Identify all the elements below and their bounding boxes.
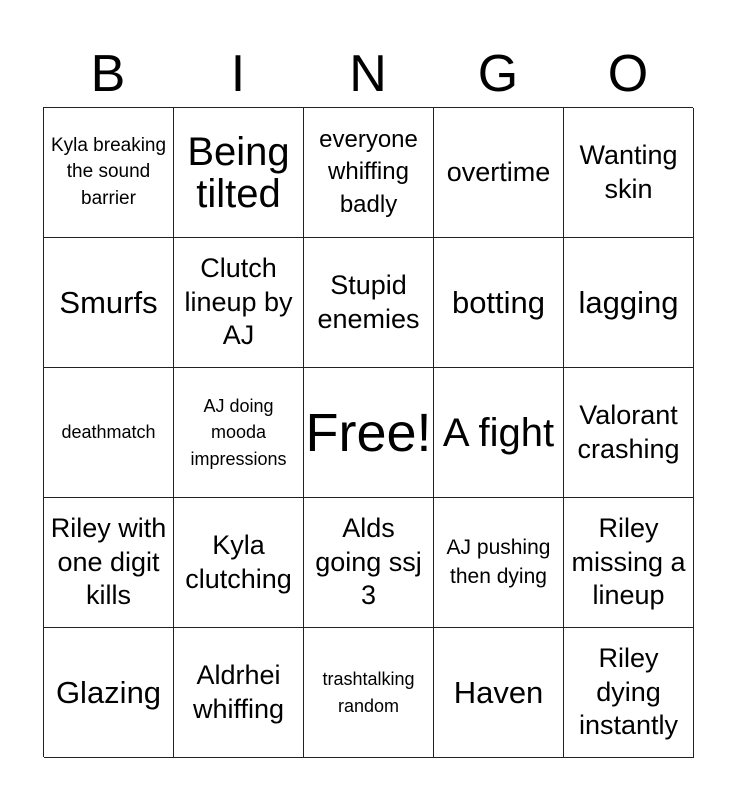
bingo-cell-text: Kyla clutching: [185, 529, 292, 594]
bingo-cell[interactable]: [174, 628, 304, 758]
bingo-cell[interactable]: [174, 238, 304, 368]
bingo-cell-text: everyone whiffing badly: [319, 125, 418, 218]
bingo-free-space[interactable]: [304, 368, 434, 498]
header-letter-b: B: [90, 45, 126, 103]
header-letter-g: G: [477, 45, 519, 103]
bingo-cell-text: Valorant crashing: [577, 399, 680, 464]
bingo-cell[interactable]: [44, 238, 174, 368]
bingo-cell-text: Riley dying instantly: [578, 642, 679, 741]
bingo-cell-text: Smurfs: [59, 284, 158, 320]
bingo-cell-text: Riley with one digit kills: [50, 512, 167, 611]
bingo-cell-text: AJ doing mooda impressions: [190, 396, 287, 469]
bingo-cell-text: Kyla breaking the sound barrier: [50, 134, 167, 209]
bingo-cell[interactable]: [564, 628, 694, 758]
header-letter-n: N: [349, 45, 387, 103]
header-letter-o: O: [607, 45, 649, 103]
bingo-cell[interactable]: [304, 498, 434, 628]
bingo-cell-text: botting: [451, 284, 546, 320]
bingo-cell-text: Haven: [453, 674, 544, 710]
bingo-cell[interactable]: [434, 498, 564, 628]
bingo-cell-text: deathmatch: [61, 422, 156, 443]
bingo-cell[interactable]: [564, 368, 694, 498]
bingo-cell-text: overtime: [446, 156, 551, 187]
bingo-cell[interactable]: [174, 498, 304, 628]
bingo-cell-text: Free!: [305, 402, 432, 463]
bingo-cell[interactable]: [564, 108, 694, 238]
bingo-cell-text: trashtalking random: [322, 669, 415, 716]
bingo-cell-text: Clutch lineup by AJ: [184, 252, 293, 351]
bingo-header: [43, 42, 693, 106]
bingo-cell-text: AJ pushing then dying: [446, 535, 551, 588]
bingo-cell[interactable]: [44, 628, 174, 758]
bingo-cell[interactable]: [174, 368, 304, 498]
bingo-cell[interactable]: [564, 498, 694, 628]
bingo-cell[interactable]: [304, 238, 434, 368]
bingo-cell[interactable]: [304, 628, 434, 758]
bingo-cell-text: Wanting skin: [579, 139, 678, 204]
bingo-cell-text: Riley missing a lineup: [571, 512, 686, 611]
bingo-cell[interactable]: [174, 108, 304, 238]
bingo-card-grid: [43, 107, 693, 757]
bingo-cell[interactable]: [434, 238, 564, 368]
bingo-cell[interactable]: [304, 108, 434, 238]
bingo-cell-text: Alds going ssj 3: [315, 512, 422, 611]
bingo-cell-text: Being tilted: [187, 129, 290, 216]
bingo-cell[interactable]: [44, 498, 174, 628]
bingo-cell-text: Aldrhei whiffing: [192, 659, 285, 724]
bingo-cell[interactable]: [434, 628, 564, 758]
bingo-cell-text: Glazing: [55, 674, 162, 710]
bingo-cell[interactable]: [44, 368, 174, 498]
bingo-cell-text: A fight: [442, 410, 555, 455]
header-letter-i: I: [230, 45, 246, 103]
bingo-cell-text: Stupid enemies: [317, 269, 420, 334]
bingo-cell[interactable]: [44, 108, 174, 238]
bingo-cell[interactable]: [434, 368, 564, 498]
bingo-cell-text: lagging: [578, 284, 679, 320]
bingo-cell[interactable]: [434, 108, 564, 238]
bingo-cell[interactable]: [564, 238, 694, 368]
